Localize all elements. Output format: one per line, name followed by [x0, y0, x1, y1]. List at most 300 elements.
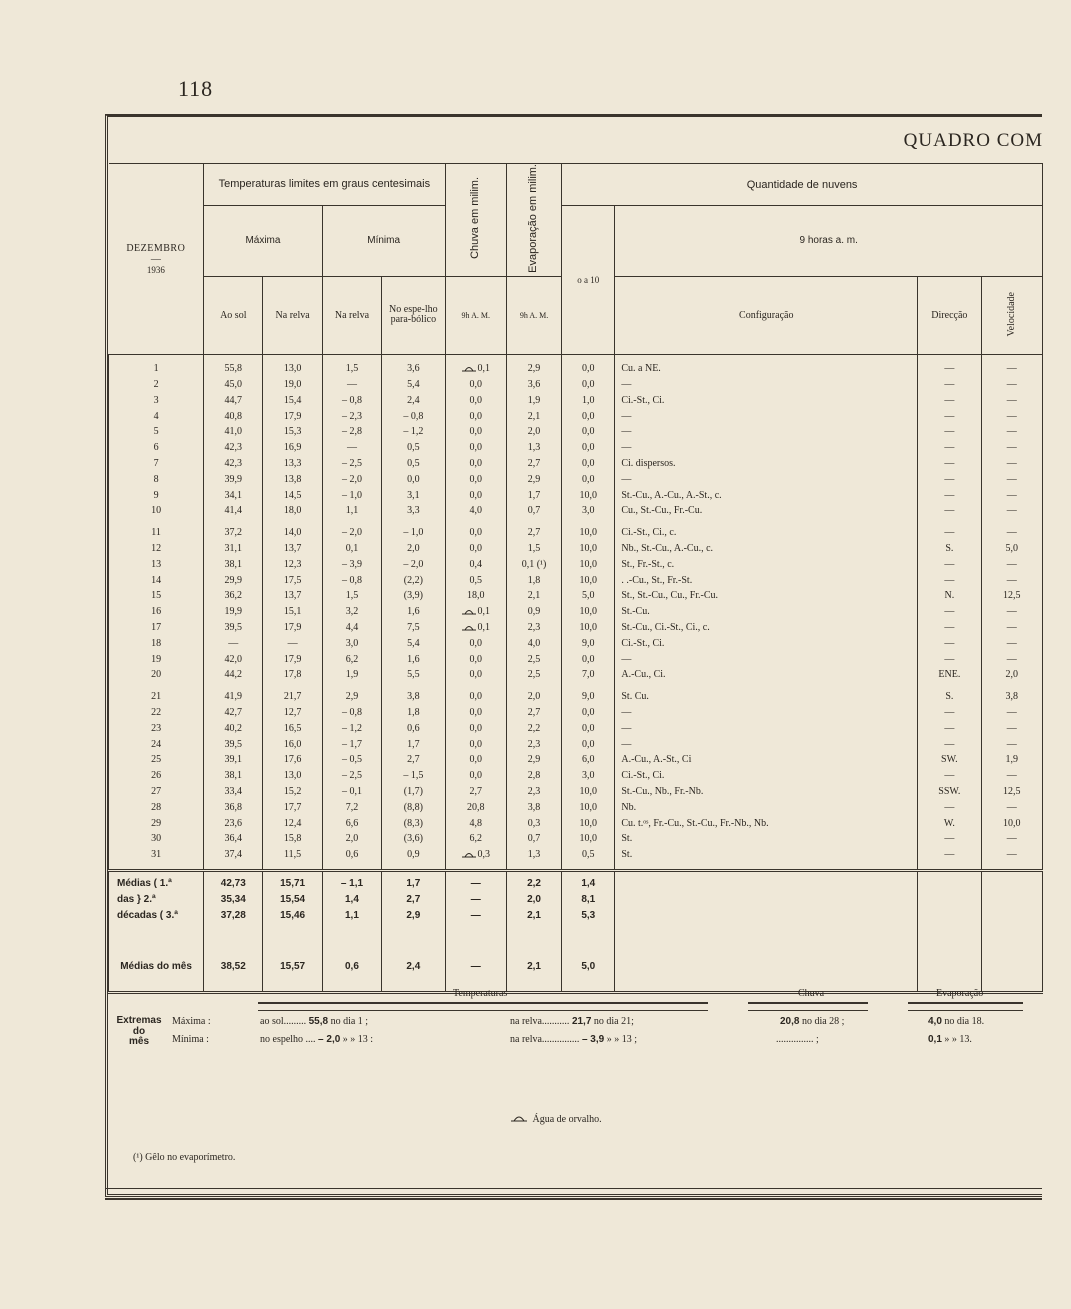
cell-vel: —: [981, 705, 1042, 721]
avg-esp: 2,7: [382, 891, 445, 907]
page-title: QUADRO COM: [903, 130, 1043, 151]
cell-relva: 17,6: [263, 752, 322, 768]
avg-mrelva: – 1,1: [322, 876, 381, 892]
cell-chuva: 0,0: [445, 377, 506, 393]
cell-evap: 2,7: [506, 525, 561, 541]
cell-evap: 0,1 (¹): [506, 556, 561, 572]
cell-vel: —: [981, 768, 1042, 784]
cell-relva: 15,2: [263, 784, 322, 800]
cell-sol: 39,5: [204, 736, 263, 752]
cell-vel: —: [981, 720, 1042, 736]
cell-cfg: Cu. a NE.: [615, 361, 918, 377]
cell-d: 14: [109, 572, 204, 588]
cell-nuv: 0,0: [562, 471, 615, 487]
cell-mrelva: – 2,5: [322, 768, 381, 784]
cell-evap: 2,7: [506, 705, 561, 721]
cell-evap: 2,9: [506, 361, 561, 377]
cell-vel: —: [981, 604, 1042, 620]
cell-evap: 2,3: [506, 736, 561, 752]
cell-cfg: St., St.-Cu., Cu., Fr.-Cu.: [615, 588, 918, 604]
cell-d: 16: [109, 604, 204, 620]
month-header: DEZEMBRO — 1936: [109, 164, 204, 355]
cell-esp: 1,6: [382, 651, 445, 667]
cell-cfg: St. Cu.: [615, 689, 918, 705]
cell-chuva: 0,0: [445, 736, 506, 752]
cell-mrelva: —: [322, 377, 381, 393]
avg-sol: 35,34: [204, 891, 263, 907]
max-grass-header: Na relva: [263, 276, 322, 354]
cell-chuva: 18,0: [445, 588, 506, 604]
cell-vel: 3,8: [981, 689, 1042, 705]
cell-d: 6: [109, 440, 204, 456]
cell-sol: 36,8: [204, 799, 263, 815]
cell-d: 19: [109, 651, 204, 667]
cell-nuv: 0,0: [562, 456, 615, 472]
cell-chuva: 0,0: [445, 487, 506, 503]
cell-evap: 2,1: [506, 408, 561, 424]
cell-esp: – 1,0: [382, 525, 445, 541]
cell-mrelva: – 0,8: [322, 572, 381, 588]
cell-evap: 2,8: [506, 768, 561, 784]
cell-cfg: Cu., St.-Cu., Fr.-Cu.: [615, 503, 918, 519]
cell-dir: —: [918, 503, 981, 519]
dew-icon: [462, 606, 476, 617]
extremes-block: [108, 988, 1043, 1058]
cell-chuva: 0,0: [445, 705, 506, 721]
avg-sol: 37,28: [204, 907, 263, 923]
cell-cfg: Nb.: [615, 799, 918, 815]
cell-cfg: St.: [615, 831, 918, 847]
cell-esp: 7,5: [382, 620, 445, 636]
cell-chuva: 0,1: [445, 620, 506, 636]
cell-relva: 12,3: [263, 556, 322, 572]
cell-d: 25: [109, 752, 204, 768]
cell-cfg: —: [615, 736, 918, 752]
month-avg-evap: 2,1: [506, 959, 561, 975]
cell-evap: 1,3: [506, 440, 561, 456]
cell-vel: 2,0: [981, 667, 1042, 683]
cell-d: 10: [109, 503, 204, 519]
cell-vel: —: [981, 440, 1042, 456]
cell-nuv: 9,0: [562, 689, 615, 705]
month-avg-esp: 2,4: [382, 959, 445, 975]
cell-cfg: Ci.-St., Ci.: [615, 635, 918, 651]
bottom-frame-rule: [105, 1188, 1042, 1200]
table-row: [109, 831, 1043, 847]
table-row: [109, 815, 1043, 831]
cell-mrelva: 0,6: [322, 847, 381, 863]
cell-relva: 17,5: [263, 572, 322, 588]
min-label: Mínima :: [172, 1034, 209, 1045]
cell-dir: —: [918, 487, 981, 503]
cell-chuva: 0,0: [445, 651, 506, 667]
cell-nuv: 0,0: [562, 424, 615, 440]
cell-esp: 3,8: [382, 689, 445, 705]
cell-chuva: 2,7: [445, 784, 506, 800]
cell-vel: —: [981, 487, 1042, 503]
cell-sol: 36,4: [204, 831, 263, 847]
cell-cfg: . .-Cu., St., Fr.-St.: [615, 572, 918, 588]
cell-mrelva: 1,5: [322, 361, 381, 377]
cell-vel: —: [981, 736, 1042, 752]
cell-sol: 34,1: [204, 487, 263, 503]
max-label: Máxima :: [172, 1016, 211, 1027]
table-row: [109, 651, 1043, 667]
table-row: [109, 736, 1043, 752]
cell-mrelva: – 0,1: [322, 784, 381, 800]
cell-mrelva: 3,2: [322, 604, 381, 620]
cell-sol: 55,8: [204, 361, 263, 377]
cell-relva: 13,7: [263, 588, 322, 604]
cell-mrelva: 6,2: [322, 651, 381, 667]
cell-cfg: Nb., St.-Cu., A.-Cu., c.: [615, 541, 918, 557]
cell-evap: 3,6: [506, 377, 561, 393]
clouds-time-header: 9 horas a. m.: [615, 206, 1043, 277]
footnote: (¹) Gêlo no evaporímetro.: [133, 1152, 236, 1163]
table-row: [109, 392, 1043, 408]
cell-mrelva: – 2,8: [322, 424, 381, 440]
month-avg-relva: 15,57: [263, 959, 322, 975]
cell-d: 3: [109, 392, 204, 408]
cell-d: 20: [109, 667, 204, 683]
temperature-group-header: Temperaturas limites em graus centesimais: [204, 164, 445, 206]
decade-label: décadas ( 3.ª: [109, 907, 204, 923]
month-avg-nuv: 5,0: [562, 959, 615, 975]
cell-sol: 44,2: [204, 667, 263, 683]
cell-relva: 21,7: [263, 689, 322, 705]
cell-chuva: 0,0: [445, 768, 506, 784]
cell-mrelva: 2,0: [322, 831, 381, 847]
cell-d: 28: [109, 799, 204, 815]
cell-vel: —: [981, 635, 1042, 651]
cell-d: 4: [109, 408, 204, 424]
avg-evap: 2,2: [506, 876, 561, 892]
cell-chuva: 0,0: [445, 720, 506, 736]
cell-esp: 0,0: [382, 471, 445, 487]
cell-d: 21: [109, 689, 204, 705]
min-grass-header: Na relva: [322, 276, 381, 354]
cell-mrelva: – 2,5: [322, 456, 381, 472]
cell-esp: 2,4: [382, 392, 445, 408]
cell-evap: 2,7: [506, 456, 561, 472]
cell-chuva: 0,3: [445, 847, 506, 863]
cell-esp: 0,6: [382, 720, 445, 736]
cell-d: 18: [109, 635, 204, 651]
cell-evap: 2,3: [506, 784, 561, 800]
cell-relva: 12,7: [263, 705, 322, 721]
cell-vel: 10,0: [981, 815, 1042, 831]
velocity-header: Velocidade: [981, 276, 1042, 354]
cell-sol: 36,2: [204, 588, 263, 604]
configuration-header: Configuração: [615, 276, 918, 354]
cell-mrelva: —: [322, 440, 381, 456]
cell-mrelva: – 3,9: [322, 556, 381, 572]
avg-mrelva: 1,1: [322, 907, 381, 923]
cell-chuva: 0,0: [445, 635, 506, 651]
avg-evap: 2,1: [506, 907, 561, 923]
cell-nuv: 10,0: [562, 525, 615, 541]
cell-chuva: 0,0: [445, 440, 506, 456]
cell-chuva: 0,0: [445, 471, 506, 487]
cell-cfg: St.-Cu., Ci.-St., Ci., c.: [615, 620, 918, 636]
cell-relva: 12,4: [263, 815, 322, 831]
min-evap-line: 0,1 » » 13.: [928, 1034, 972, 1045]
month-average-label: Médias do mês: [109, 959, 204, 975]
cell-relva: 17,9: [263, 408, 322, 424]
cell-sol: —: [204, 635, 263, 651]
cell-dir: —: [918, 424, 981, 440]
table-row: [109, 620, 1043, 636]
cell-vel: 12,5: [981, 588, 1042, 604]
cell-esp: – 0,8: [382, 408, 445, 424]
cell-cfg: Ci.-St., Ci., c.: [615, 525, 918, 541]
avg-chuva: —: [445, 891, 506, 907]
cell-mrelva: 1,1: [322, 503, 381, 519]
cell-esp: – 1,2: [382, 424, 445, 440]
avg-chuva: —: [445, 907, 506, 923]
decade-label: das } 2.ª: [109, 891, 204, 907]
cell-nuv: 0,0: [562, 651, 615, 667]
cell-mrelva: 7,2: [322, 799, 381, 815]
cell-dir: —: [918, 799, 981, 815]
cell-dir: —: [918, 377, 981, 393]
cell-relva: 15,4: [263, 392, 322, 408]
cell-chuva: 0,5: [445, 572, 506, 588]
table-row: [109, 689, 1043, 705]
table-row: [109, 361, 1043, 377]
cell-relva: 13,7: [263, 541, 322, 557]
cell-relva: 13,3: [263, 456, 322, 472]
cell-nuv: 10,0: [562, 620, 615, 636]
cell-chuva: 0,0: [445, 525, 506, 541]
decade-average-row: [109, 907, 1043, 923]
max-sun-line: ao sol......... 55,8 no dia 1 ;: [260, 1016, 369, 1027]
cell-esp: 3,1: [382, 487, 445, 503]
cell-nuv: 0,0: [562, 720, 615, 736]
cell-evap: 2,0: [506, 689, 561, 705]
cell-vel: 5,0: [981, 541, 1042, 557]
avg-nuv: 1,4: [562, 876, 615, 892]
max-evap-line: 4,0 no dia 18.: [928, 1016, 985, 1027]
cell-vel: —: [981, 392, 1042, 408]
cell-d: 7: [109, 456, 204, 472]
table-row: [109, 572, 1043, 588]
cell-nuv: 10,0: [562, 572, 615, 588]
cell-relva: —: [263, 635, 322, 651]
cell-nuv: 0,0: [562, 440, 615, 456]
table-row: [109, 720, 1043, 736]
cell-d: 8: [109, 471, 204, 487]
cell-relva: 14,5: [263, 487, 322, 503]
cell-sol: 39,5: [204, 620, 263, 636]
cell-sol: 44,7: [204, 392, 263, 408]
cell-cfg: —: [615, 651, 918, 667]
cell-evap: 1,8: [506, 572, 561, 588]
cell-d: 30: [109, 831, 204, 847]
extremes-temp-header: Temperaturas: [453, 988, 508, 999]
min-grass-line: na relva............... – 3,9 » » 13 ;: [510, 1034, 637, 1045]
cell-sol: 42,3: [204, 456, 263, 472]
decade-label: Médias ( 1.ª: [109, 876, 204, 892]
cell-sol: 37,2: [204, 525, 263, 541]
cell-relva: 17,7: [263, 799, 322, 815]
cell-sol: 39,9: [204, 471, 263, 487]
cell-d: 29: [109, 815, 204, 831]
cell-evap: 0,9: [506, 604, 561, 620]
max-rain-line: 20,8 no dia 28 ;: [780, 1016, 845, 1027]
clouds-scale-header: o a 10: [562, 206, 615, 355]
cell-esp: 3,3: [382, 503, 445, 519]
cell-evap: 2,5: [506, 667, 561, 683]
cell-dir: —: [918, 847, 981, 863]
cell-chuva: 0,0: [445, 689, 506, 705]
cell-cfg: St.-Cu., Nb., Fr.-Nb.: [615, 784, 918, 800]
cell-dir: —: [918, 392, 981, 408]
cell-chuva: 0,1: [445, 361, 506, 377]
cell-cfg: Ci.-St., Ci.: [615, 768, 918, 784]
cell-mrelva: 6,6: [322, 815, 381, 831]
cell-d: 23: [109, 720, 204, 736]
max-grass-line: na relva........... 21,7 no dia 21;: [510, 1016, 634, 1027]
cell-evap: 0,7: [506, 503, 561, 519]
cell-relva: 18,0: [263, 503, 322, 519]
cell-chuva: 20,8: [445, 799, 506, 815]
cell-cfg: Ci.-St., Ci.: [615, 392, 918, 408]
cell-mrelva: 2,9: [322, 689, 381, 705]
table-row: [109, 784, 1043, 800]
cell-d: 26: [109, 768, 204, 784]
cell-relva: 17,8: [263, 667, 322, 683]
cell-nuv: 10,0: [562, 815, 615, 831]
month-avg-mrelva: 0,6: [322, 959, 381, 975]
cell-vel: —: [981, 847, 1042, 863]
cell-chuva: 0,0: [445, 752, 506, 768]
cell-evap: 1,5: [506, 541, 561, 557]
cell-cfg: St.: [615, 847, 918, 863]
dew-icon: [462, 849, 476, 860]
avg-mrelva: 1,4: [322, 891, 381, 907]
cell-dir: ENE.: [918, 667, 981, 683]
cell-cfg: A.-Cu., Ci.: [615, 667, 918, 683]
cell-relva: 16,5: [263, 720, 322, 736]
cell-nuv: 3,0: [562, 503, 615, 519]
cell-sol: 45,0: [204, 377, 263, 393]
cell-d: 31: [109, 847, 204, 863]
cell-dir: —: [918, 471, 981, 487]
page-number: 118: [178, 76, 214, 101]
cell-esp: 5,4: [382, 635, 445, 651]
cell-esp: 2,7: [382, 752, 445, 768]
cell-dir: S.: [918, 689, 981, 705]
cell-vel: —: [981, 831, 1042, 847]
extremes-rain-header: Chuva: [798, 988, 825, 999]
cell-esp: 5,4: [382, 377, 445, 393]
table-row: [109, 525, 1043, 541]
cell-dir: —: [918, 620, 981, 636]
cell-dir: —: [918, 556, 981, 572]
averages-block: [109, 870, 1043, 992]
cell-evap: 1,3: [506, 847, 561, 863]
avg-sol: 42,73: [204, 876, 263, 892]
month-average-row: [109, 959, 1043, 975]
cell-dir: —: [918, 456, 981, 472]
cell-vel: 1,9: [981, 752, 1042, 768]
cell-cfg: —: [615, 705, 918, 721]
cell-nuv: 3,0: [562, 768, 615, 784]
dew-icon: [462, 363, 476, 374]
cell-d: 27: [109, 784, 204, 800]
ornament-rule: [748, 1002, 868, 1011]
cell-relva: 13,8: [263, 471, 322, 487]
cell-dir: —: [918, 736, 981, 752]
cell-d: 22: [109, 705, 204, 721]
cell-evap: 4,0: [506, 635, 561, 651]
cell-d: 11: [109, 525, 204, 541]
cell-d: 2: [109, 377, 204, 393]
cell-nuv: 10,0: [562, 784, 615, 800]
cell-evap: 1,7: [506, 487, 561, 503]
min-rain-line: ............... ;: [776, 1034, 819, 1045]
cell-esp: 0,5: [382, 456, 445, 472]
cell-nuv: 10,0: [562, 799, 615, 815]
dew-icon: [510, 1114, 530, 1125]
avg-evap: 2,0: [506, 891, 561, 907]
cell-d: 9: [109, 487, 204, 503]
cell-relva: 15,1: [263, 604, 322, 620]
cell-esp: 2,0: [382, 541, 445, 557]
cell-d: 5: [109, 424, 204, 440]
table-row: [109, 424, 1043, 440]
cell-sol: 40,8: [204, 408, 263, 424]
cell-mrelva: 3,0: [322, 635, 381, 651]
cell-vel: 12,5: [981, 784, 1042, 800]
cell-sol: 33,4: [204, 784, 263, 800]
cell-cfg: St.-Cu.: [615, 604, 918, 620]
evap-time-header: 9h A. M.: [506, 276, 561, 354]
cell-nuv: 5,0: [562, 588, 615, 604]
cell-chuva: 0,0: [445, 424, 506, 440]
table-row: [109, 408, 1043, 424]
cell-esp: (2,2): [382, 572, 445, 588]
avg-esp: 1,7: [382, 876, 445, 892]
cell-vel: —: [981, 471, 1042, 487]
cell-nuv: 10,0: [562, 556, 615, 572]
cell-evap: 2,3: [506, 620, 561, 636]
cell-evap: 0,7: [506, 831, 561, 847]
table-row: [109, 456, 1043, 472]
cell-dir: —: [918, 831, 981, 847]
cell-dir: SW.: [918, 752, 981, 768]
cell-vel: —: [981, 572, 1042, 588]
cell-mrelva: 1,5: [322, 588, 381, 604]
table-row: [109, 440, 1043, 456]
decade-average-row: [109, 891, 1043, 907]
cell-vel: —: [981, 377, 1042, 393]
cell-cfg: A.-Cu., A.-St., Ci: [615, 752, 918, 768]
avg-relva: 15,46: [263, 907, 322, 923]
cell-dir: —: [918, 651, 981, 667]
cell-esp: 1,7: [382, 736, 445, 752]
cell-esp: – 1,5: [382, 768, 445, 784]
table-row: [109, 752, 1043, 768]
cell-vel: —: [981, 525, 1042, 541]
cell-d: 13: [109, 556, 204, 572]
cell-dir: —: [918, 361, 981, 377]
legend: Água de orvalho.: [510, 1114, 602, 1125]
table-row: [109, 799, 1043, 815]
cell-dir: —: [918, 705, 981, 721]
evaporation-header: Evaporação em milim.: [506, 164, 561, 277]
